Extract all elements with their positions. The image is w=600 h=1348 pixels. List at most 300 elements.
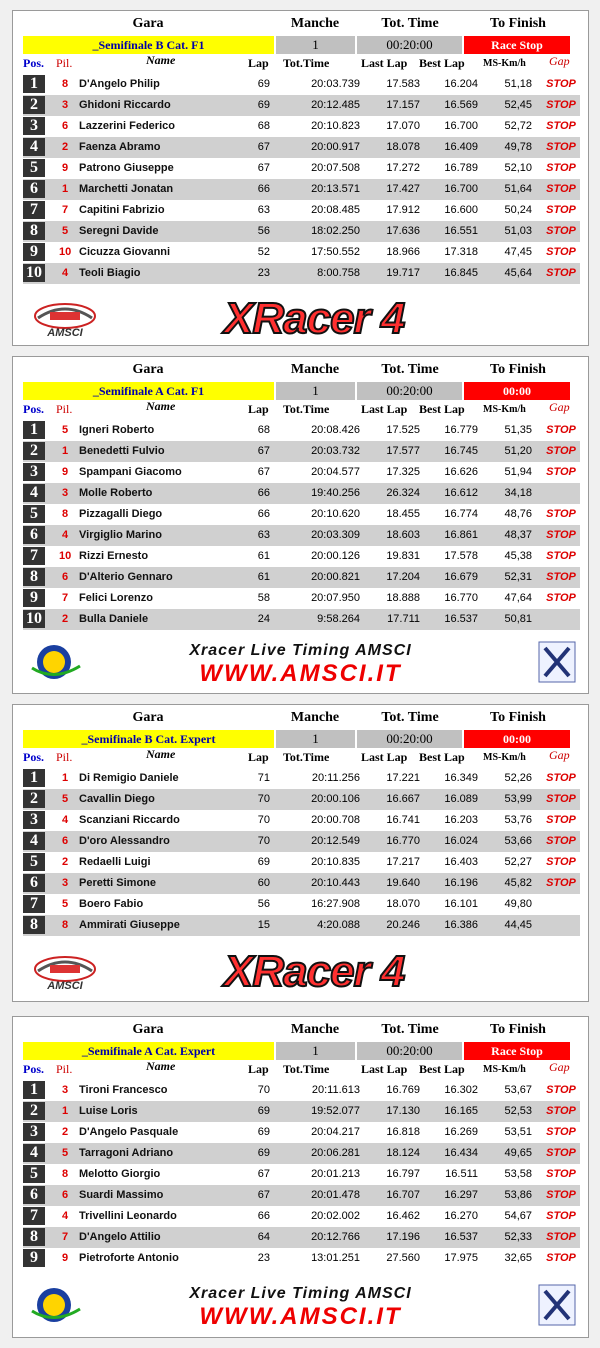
total-time: 20:08.485 bbox=[311, 204, 360, 216]
position-badge: 2 bbox=[23, 1102, 45, 1120]
tot-time-value: 00:20:00 bbox=[357, 1042, 462, 1060]
lap-count: 61 bbox=[257, 550, 270, 562]
lap-count: 15 bbox=[257, 919, 270, 931]
position-badge: 4 bbox=[23, 832, 45, 850]
total-time: 20:11.256 bbox=[311, 772, 360, 784]
gap-status: STOP bbox=[546, 225, 576, 237]
total-time: 16:27.908 bbox=[311, 898, 360, 910]
best-lap-time: 16.551 bbox=[444, 225, 478, 237]
best-lap-time: 16.845 bbox=[444, 267, 478, 279]
table-row bbox=[23, 116, 580, 137]
pilot-number: 1 bbox=[61, 772, 69, 784]
total-time: 20:03.739 bbox=[311, 78, 360, 90]
lap-count: 52 bbox=[257, 246, 270, 258]
pilot-number: 4 bbox=[61, 267, 69, 279]
best-lap-time: 16.024 bbox=[444, 835, 478, 847]
last-lap-time: 16.769 bbox=[386, 1084, 420, 1096]
lap-count: 67 bbox=[257, 1168, 270, 1180]
last-lap-time: 18.455 bbox=[386, 508, 420, 520]
best-lap-time: 16.700 bbox=[444, 120, 478, 132]
last-lap-time: 17.217 bbox=[386, 856, 420, 868]
gap-status: STOP bbox=[546, 1084, 576, 1096]
live-timing-title: Xracer Live Timing AMSCI bbox=[189, 642, 412, 659]
last-lap-time: 17.272 bbox=[386, 162, 420, 174]
total-time: 20:11.613 bbox=[311, 1084, 360, 1096]
col-best-lap: Best Lap bbox=[419, 402, 465, 416]
speed-kmh: 53,76 bbox=[504, 814, 532, 826]
last-lap-time: 19.717 bbox=[386, 267, 420, 279]
total-time: 20:10.620 bbox=[311, 508, 360, 520]
speed-kmh: 32,65 bbox=[504, 1252, 532, 1264]
position-badge: 1 bbox=[23, 1081, 45, 1099]
speed-kmh: 52,27 bbox=[504, 856, 532, 868]
table-row bbox=[23, 221, 580, 242]
table-row bbox=[23, 609, 580, 630]
table-row bbox=[23, 263, 580, 284]
driver-name: Rizzi Ernesto bbox=[79, 550, 149, 562]
to-finish-value: 00:00 bbox=[464, 382, 570, 400]
table-row bbox=[23, 546, 580, 567]
position-badge: 4 bbox=[23, 138, 45, 156]
table-row bbox=[23, 831, 580, 852]
last-lap-time: 26.324 bbox=[386, 487, 420, 499]
col-lap: Lap bbox=[248, 56, 269, 70]
xracer-logo-text: XRacer 4 bbox=[224, 947, 405, 996]
position-badge: 7 bbox=[23, 547, 45, 565]
last-lap-time: 16.462 bbox=[386, 1210, 420, 1222]
position-badge: 1 bbox=[23, 769, 45, 787]
lap-count: 60 bbox=[257, 877, 270, 889]
speed-kmh: 51,03 bbox=[504, 225, 532, 237]
pilot-number: 5 bbox=[61, 225, 69, 237]
table-row bbox=[23, 810, 580, 831]
table-row bbox=[23, 179, 580, 200]
gap-status: STOP bbox=[546, 246, 576, 258]
to-finish-value: Race Stop bbox=[464, 1042, 570, 1060]
gap-status: STOP bbox=[546, 856, 576, 868]
live-timing-banner bbox=[14, 636, 587, 692]
pilot-number: 2 bbox=[61, 856, 69, 868]
best-lap-time: 16.297 bbox=[444, 1189, 478, 1201]
table-row bbox=[23, 1227, 580, 1248]
to-finish-value: 00:00 bbox=[464, 730, 570, 748]
best-lap-time: 16.270 bbox=[444, 1210, 478, 1222]
header-to-finish: To Finish bbox=[490, 362, 546, 377]
col-gap: Gap bbox=[549, 54, 570, 68]
best-lap-time: 16.537 bbox=[444, 1231, 478, 1243]
col-gap: Gap bbox=[549, 1060, 570, 1074]
lap-count: 66 bbox=[257, 183, 270, 195]
best-lap-time: 16.269 bbox=[444, 1126, 478, 1138]
total-time: 20:12.766 bbox=[311, 1231, 360, 1243]
table-row bbox=[23, 525, 580, 546]
manche-value: 1 bbox=[276, 382, 355, 400]
table-row bbox=[23, 1143, 580, 1164]
header-to-finish: To Finish bbox=[490, 16, 546, 31]
amsci-website[interactable]: WWW.AMSCI.IT bbox=[199, 1303, 402, 1330]
best-lap-time: 16.626 bbox=[444, 466, 478, 478]
pilot-number: 6 bbox=[61, 120, 69, 132]
pilot-number: 8 bbox=[61, 508, 69, 520]
speed-kmh: 34,18 bbox=[504, 487, 532, 499]
header-gara: Gara bbox=[132, 16, 164, 31]
best-lap-time: 17.318 bbox=[444, 246, 478, 258]
pilot-number: 8 bbox=[61, 78, 69, 90]
xrt-logo bbox=[537, 1283, 577, 1327]
gap-status: STOP bbox=[546, 99, 576, 111]
col-ms-kmh: MS-Km/h bbox=[483, 1064, 526, 1075]
gap-status: STOP bbox=[546, 529, 576, 541]
total-time: 20:12.549 bbox=[311, 835, 360, 847]
pilot-number: 2 bbox=[61, 613, 69, 625]
lap-count: 70 bbox=[257, 1084, 270, 1096]
speed-kmh: 51,35 bbox=[504, 424, 532, 436]
position-badge: 1 bbox=[23, 75, 45, 93]
driver-name: Pizzagalli Diego bbox=[79, 508, 163, 520]
last-lap-time: 17.525 bbox=[386, 424, 420, 436]
lap-count: 56 bbox=[257, 225, 270, 237]
table-row bbox=[23, 567, 580, 588]
results-table bbox=[23, 1080, 580, 1269]
speed-kmh: 49,80 bbox=[504, 898, 532, 910]
pilot-number: 6 bbox=[61, 835, 69, 847]
pilot-number: 1 bbox=[61, 1105, 69, 1117]
pilot-number: 6 bbox=[61, 1189, 69, 1201]
table-row bbox=[23, 588, 580, 609]
driver-name: D'oro Alessandro bbox=[79, 835, 170, 847]
speed-kmh: 53,86 bbox=[504, 1189, 532, 1201]
gap-status: STOP bbox=[546, 267, 576, 279]
best-lap-time: 16.745 bbox=[444, 445, 478, 457]
col-name: Name bbox=[146, 1059, 176, 1073]
header-to-finish: To Finish bbox=[490, 710, 546, 725]
col-best-lap: Best Lap bbox=[419, 1062, 465, 1076]
table-row bbox=[23, 74, 580, 95]
pilot-number: 5 bbox=[61, 1147, 69, 1159]
table-row bbox=[23, 873, 580, 894]
position-badge: 8 bbox=[23, 222, 45, 240]
position-badge: 5 bbox=[23, 853, 45, 871]
driver-name: Redaelli Luigi bbox=[79, 856, 151, 868]
lap-count: 69 bbox=[257, 99, 270, 111]
position-badge: 6 bbox=[23, 1186, 45, 1204]
pilot-number: 9 bbox=[61, 162, 69, 174]
speed-kmh: 54,67 bbox=[504, 1210, 532, 1222]
best-lap-time: 17.975 bbox=[444, 1252, 478, 1264]
driver-name: Cicuzza Giovanni bbox=[79, 246, 171, 258]
pilot-number: 7 bbox=[61, 204, 69, 216]
col-name: Name bbox=[146, 747, 176, 761]
position-badge: 5 bbox=[23, 505, 45, 523]
lap-count: 67 bbox=[257, 1189, 270, 1201]
header-manche: Manche bbox=[290, 710, 340, 725]
driver-name: Scanziani Riccardo bbox=[79, 814, 180, 826]
best-lap-time: 16.789 bbox=[444, 162, 478, 174]
race-panel-4 bbox=[12, 1016, 589, 1338]
tot-time-value: 00:20:00 bbox=[357, 730, 462, 748]
total-time: 20:01.478 bbox=[311, 1189, 360, 1201]
col-tot-time: Tot.Time bbox=[283, 750, 330, 764]
header-gara: Gara bbox=[132, 710, 164, 725]
header-manche: Manche bbox=[290, 362, 340, 377]
table-row bbox=[23, 242, 580, 263]
col-pil: Pil. bbox=[56, 56, 73, 70]
best-lap-time: 16.204 bbox=[444, 78, 478, 90]
last-lap-time: 16.741 bbox=[386, 814, 420, 826]
pilot-number: 5 bbox=[61, 793, 69, 805]
table-row bbox=[23, 441, 580, 462]
amsci-logo bbox=[26, 949, 104, 993]
table-row bbox=[23, 915, 580, 936]
col-tot-time: Tot.Time bbox=[283, 402, 330, 416]
gap-status: STOP bbox=[546, 141, 576, 153]
speed-kmh: 47,45 bbox=[504, 246, 532, 258]
lap-count: 67 bbox=[257, 445, 270, 457]
speed-kmh: 53,51 bbox=[504, 1126, 532, 1138]
pilot-number: 9 bbox=[61, 466, 69, 478]
xrt-logo bbox=[537, 640, 577, 684]
pilot-number: 1 bbox=[61, 445, 69, 457]
pilot-number: 5 bbox=[61, 898, 69, 910]
speed-kmh: 52,53 bbox=[504, 1105, 532, 1117]
gap-status: STOP bbox=[546, 877, 576, 889]
driver-name: Spampani Giacomo bbox=[79, 466, 182, 478]
driver-name: D'Angelo Attilio bbox=[79, 1231, 161, 1243]
speed-kmh: 48,76 bbox=[504, 508, 532, 520]
live-timing-title: Xracer Live Timing AMSCI bbox=[189, 1285, 412, 1302]
lap-count: 66 bbox=[257, 487, 270, 499]
total-time: 13:01.251 bbox=[311, 1252, 360, 1264]
best-lap-time: 16.779 bbox=[444, 424, 478, 436]
position-badge: 9 bbox=[23, 589, 45, 607]
header-tot-time: Tot. Time bbox=[381, 362, 439, 377]
lap-count: 69 bbox=[257, 1126, 270, 1138]
position-badge: 7 bbox=[23, 201, 45, 219]
best-lap-time: 17.578 bbox=[444, 550, 478, 562]
position-badge: 2 bbox=[23, 442, 45, 460]
driver-name: Boero Fabio bbox=[79, 898, 144, 910]
lap-count: 61 bbox=[257, 571, 270, 583]
lap-count: 56 bbox=[257, 898, 270, 910]
last-lap-time: 20.246 bbox=[386, 919, 420, 931]
col-last-lap: Last Lap bbox=[361, 1062, 408, 1076]
race-name: _Semifinale A Cat. F1 bbox=[23, 382, 274, 400]
speed-kmh: 53,58 bbox=[504, 1168, 532, 1180]
gap-status: STOP bbox=[546, 1231, 576, 1243]
col-best-lap: Best Lap bbox=[419, 56, 465, 70]
best-lap-time: 16.165 bbox=[444, 1105, 478, 1117]
table-row bbox=[23, 1206, 580, 1227]
gap-status: STOP bbox=[546, 1189, 576, 1201]
last-lap-time: 17.583 bbox=[386, 78, 420, 90]
total-time: 20:01.213 bbox=[311, 1168, 360, 1180]
lap-count: 24 bbox=[257, 613, 270, 625]
gap-status: STOP bbox=[546, 1126, 576, 1138]
total-time: 19:52.077 bbox=[311, 1105, 360, 1117]
driver-name: Marchetti Jonatan bbox=[79, 183, 174, 195]
driver-name: Melotto Giorgio bbox=[79, 1168, 161, 1180]
table-row bbox=[23, 200, 580, 221]
speed-kmh: 49,78 bbox=[504, 141, 532, 153]
gap-status: STOP bbox=[546, 1252, 576, 1264]
best-lap-time: 16.774 bbox=[444, 508, 478, 520]
driver-name: Capitini Fabrizio bbox=[79, 204, 165, 216]
driver-name: Suardi Massimo bbox=[79, 1189, 164, 1201]
col-pil: Pil. bbox=[56, 750, 73, 764]
xracer-banner bbox=[14, 943, 587, 999]
gap-status: STOP bbox=[546, 835, 576, 847]
lap-count: 67 bbox=[257, 162, 270, 174]
col-pos: Pos. bbox=[23, 750, 44, 764]
speed-kmh: 50,24 bbox=[504, 204, 532, 216]
total-time: 20:10.823 bbox=[311, 120, 360, 132]
gap-status: STOP bbox=[546, 204, 576, 216]
total-time: 20:10.443 bbox=[311, 877, 360, 889]
pilot-number: 7 bbox=[61, 1231, 69, 1243]
driver-name: Molle Roberto bbox=[79, 487, 153, 499]
col-name: Name bbox=[146, 53, 176, 67]
speed-kmh: 53,66 bbox=[504, 835, 532, 847]
lap-count: 63 bbox=[257, 204, 270, 216]
lap-count: 68 bbox=[257, 424, 270, 436]
total-time: 20:00.106 bbox=[311, 793, 360, 805]
position-badge: 3 bbox=[23, 811, 45, 829]
pilot-number: 2 bbox=[61, 141, 69, 153]
col-last-lap: Last Lap bbox=[361, 750, 408, 764]
lap-count: 67 bbox=[257, 141, 270, 153]
best-lap-time: 16.612 bbox=[444, 487, 478, 499]
driver-name: Peretti Simone bbox=[79, 877, 157, 889]
race-name: _Semifinale B Cat. Expert bbox=[23, 730, 274, 748]
last-lap-time: 17.577 bbox=[386, 445, 420, 457]
col-ms-kmh: MS-Km/h bbox=[483, 752, 526, 763]
race-panel-1 bbox=[12, 10, 589, 346]
last-lap-time: 18.603 bbox=[386, 529, 420, 541]
table-row bbox=[23, 1248, 580, 1269]
speed-kmh: 51,94 bbox=[504, 466, 532, 478]
best-lap-time: 16.409 bbox=[444, 141, 478, 153]
col-last-lap: Last Lap bbox=[361, 402, 408, 416]
gap-status: STOP bbox=[546, 162, 576, 174]
speed-kmh: 51,64 bbox=[504, 183, 532, 195]
pilot-number: 1 bbox=[61, 183, 69, 195]
driver-name: Luise Loris bbox=[79, 1105, 138, 1117]
col-lap: Lap bbox=[248, 402, 269, 416]
col-tot-time: Tot.Time bbox=[283, 56, 330, 70]
position-badge: 3 bbox=[23, 463, 45, 481]
lap-count: 70 bbox=[257, 835, 270, 847]
last-lap-time: 18.070 bbox=[386, 898, 420, 910]
pilot-number: 10 bbox=[59, 550, 72, 562]
best-lap-time: 16.770 bbox=[444, 592, 478, 604]
last-lap-time: 17.196 bbox=[386, 1231, 420, 1243]
last-lap-time: 17.204 bbox=[386, 571, 420, 583]
last-lap-time: 18.966 bbox=[386, 246, 420, 258]
best-lap-time: 16.089 bbox=[444, 793, 478, 805]
driver-name: Trivellini Leonardo bbox=[79, 1210, 177, 1222]
table-row bbox=[23, 462, 580, 483]
best-lap-time: 16.600 bbox=[444, 204, 478, 216]
position-badge: 7 bbox=[23, 1207, 45, 1225]
lap-count: 69 bbox=[257, 856, 270, 868]
header-gara: Gara bbox=[132, 362, 164, 377]
total-time: 20:04.577 bbox=[311, 466, 360, 478]
total-time: 20:00.708 bbox=[311, 814, 360, 826]
total-time: 9:58.264 bbox=[317, 613, 360, 625]
speed-kmh: 52,10 bbox=[504, 162, 532, 174]
tot-time-value: 00:20:00 bbox=[357, 382, 462, 400]
total-time: 20:10.835 bbox=[311, 856, 360, 868]
lap-count: 23 bbox=[257, 1252, 270, 1264]
header-tot-time: Tot. Time bbox=[381, 710, 439, 725]
table-row bbox=[23, 1164, 580, 1185]
last-lap-time: 27.560 bbox=[386, 1252, 420, 1264]
header-tot-time: Tot. Time bbox=[381, 1022, 439, 1037]
gap-status: STOP bbox=[546, 508, 576, 520]
table-row bbox=[23, 483, 580, 504]
speed-kmh: 52,31 bbox=[504, 571, 532, 583]
position-badge: 6 bbox=[23, 180, 45, 198]
last-lap-time: 17.711 bbox=[387, 613, 420, 625]
gap-status: STOP bbox=[546, 772, 576, 784]
total-time: 20:07.950 bbox=[311, 592, 360, 604]
table-row bbox=[23, 789, 580, 810]
lap-count: 68 bbox=[257, 120, 270, 132]
position-badge: 6 bbox=[23, 874, 45, 892]
position-badge: 4 bbox=[23, 484, 45, 502]
lap-count: 64 bbox=[257, 1231, 270, 1243]
pilot-number: 4 bbox=[61, 814, 69, 826]
best-lap-time: 16.349 bbox=[444, 772, 478, 784]
best-lap-time: 16.679 bbox=[444, 571, 478, 583]
lap-count: 66 bbox=[257, 1210, 270, 1222]
pilot-number: 7 bbox=[61, 592, 69, 604]
pilot-number: 3 bbox=[61, 1084, 69, 1096]
pilot-number: 3 bbox=[61, 877, 69, 889]
amsci-website[interactable]: WWW.AMSCI.IT bbox=[199, 660, 402, 687]
speed-kmh: 51,18 bbox=[504, 78, 532, 90]
speed-kmh: 47,64 bbox=[504, 592, 532, 604]
lap-count: 69 bbox=[257, 1147, 270, 1159]
driver-name: Di Remigio Daniele bbox=[79, 772, 179, 784]
speed-kmh: 45,82 bbox=[504, 877, 532, 889]
last-lap-time: 17.427 bbox=[386, 183, 420, 195]
gap-status: STOP bbox=[546, 793, 576, 805]
speed-kmh: 52,26 bbox=[504, 772, 532, 784]
last-lap-time: 19.640 bbox=[386, 877, 420, 889]
position-badge: 6 bbox=[23, 526, 45, 544]
driver-name: Patrono Giuseppe bbox=[79, 162, 174, 174]
col-tot-time: Tot.Time bbox=[283, 1062, 330, 1076]
pilot-number: 4 bbox=[61, 529, 69, 541]
best-lap-time: 16.511 bbox=[445, 1168, 478, 1180]
driver-name: D'Angelo Pasquale bbox=[79, 1126, 179, 1138]
best-lap-time: 16.569 bbox=[444, 99, 478, 111]
col-last-lap: Last Lap bbox=[361, 56, 408, 70]
last-lap-time: 16.797 bbox=[386, 1168, 420, 1180]
speed-kmh: 50,81 bbox=[504, 613, 532, 625]
speed-kmh: 51,20 bbox=[504, 445, 532, 457]
table-row bbox=[23, 768, 580, 789]
col-ms-kmh: MS-Km/h bbox=[483, 404, 526, 415]
position-badge: 10 bbox=[23, 610, 45, 628]
pilot-number: 9 bbox=[61, 1252, 69, 1264]
pilot-number: 3 bbox=[61, 99, 69, 111]
driver-name: Igneri Roberto bbox=[79, 424, 155, 436]
last-lap-time: 16.818 bbox=[386, 1126, 420, 1138]
lap-count: 70 bbox=[257, 814, 270, 826]
table-row bbox=[23, 894, 580, 915]
